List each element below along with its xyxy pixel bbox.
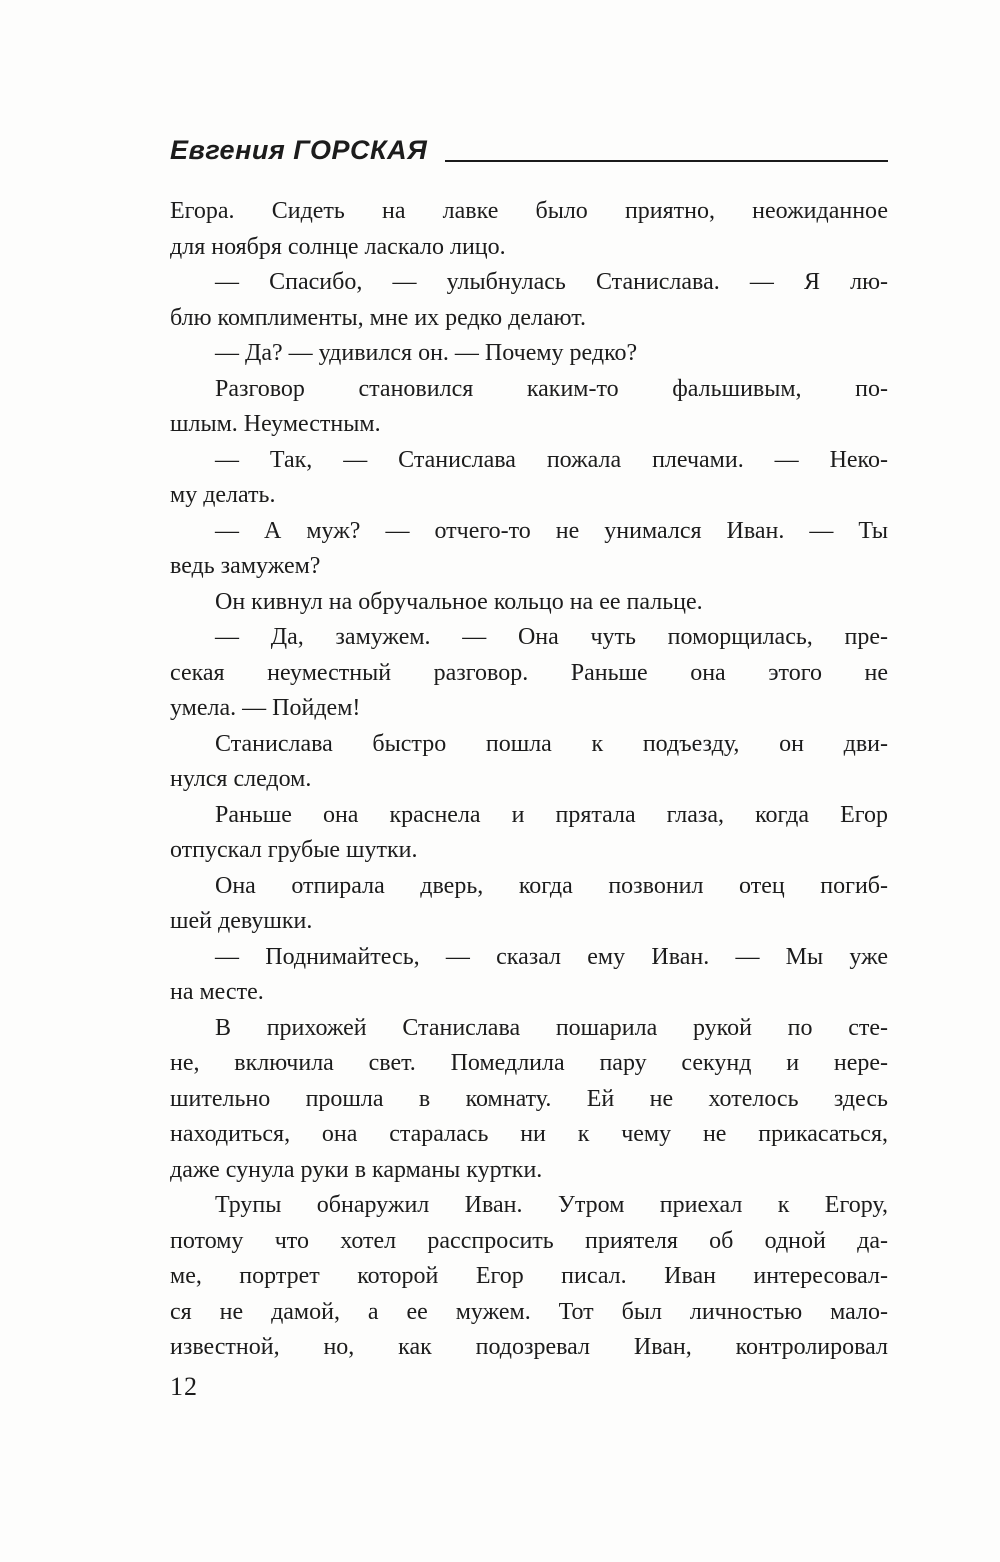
text-line: — Да, замужем. — Она чуть поморщилась, пре- [215, 624, 888, 650]
paragraph [170, 265, 888, 336]
paragraph [170, 514, 888, 585]
author-name: Евгения ГОРСКАЯ [170, 135, 428, 165]
paragraph [170, 798, 888, 869]
text-line: шлым. Неуместным. [170, 411, 381, 437]
text-line: потому что хотел расспросить приятеля об одной да- [170, 1227, 888, 1254]
text-line: ся не дамой, а ее мужем. Тот был личностью мало- [170, 1298, 888, 1325]
paragraph [170, 869, 888, 940]
paragraph [170, 194, 888, 265]
text-line: для ноября солнце ласкало лицо. [170, 233, 506, 260]
text-line: му делать. [170, 482, 276, 508]
text-line: на месте. [170, 979, 264, 1005]
paragraph [170, 443, 888, 514]
text-line: шей девушки. [170, 908, 313, 934]
text-line: нулся следом. [170, 766, 312, 792]
text-line: блю комплименты, мне их редко делают. [170, 304, 586, 331]
text-line: отпускал грубые шутки. [170, 837, 418, 863]
text-line: — А муж? — отчего-то не унимался Иван. — Ты [215, 517, 888, 544]
paragraph [170, 727, 888, 798]
text-line: Он кивнул на обручальное кольцо на ее пальце. [215, 588, 703, 615]
text-line: секая неуместный разговор. Раньше она этого не [170, 659, 888, 686]
paragraph [170, 620, 888, 727]
text-line: Трупы обнаружил Иван. Утром приехал к Егору, [215, 1192, 888, 1218]
text-line: известной, но, как подозревал Иван, контролировал [170, 1334, 888, 1360]
text-block [170, 130, 888, 1366]
paragraph [170, 1011, 888, 1189]
paragraph [170, 372, 888, 443]
text-line: В прихожей Станислава пошарила рукой по сте- [215, 1014, 888, 1041]
text-line: даже сунула руки в карманы куртки. [170, 1156, 543, 1183]
header-rule [445, 160, 888, 162]
text-line: — Спасибо, — улыбнулась Станислава. — Я лю- [215, 269, 888, 295]
text-line: не, включила свет. Помедлила пару секунд и нере- [170, 1050, 888, 1076]
text-line: умела. — Пойдем! [170, 695, 361, 721]
text-line: Станислава быстро пошла к подъезду, он дви- [215, 730, 888, 757]
paragraph [170, 585, 888, 621]
text-line: — Поднимайтесь, — сказал ему Иван. — Мы уже [215, 943, 888, 970]
text-line: находиться, она старалась ни к чему не прикасаться, [170, 1121, 888, 1147]
text-line: Разговор становился каким-то фальшивым, по- [215, 375, 888, 402]
text-line: — Так, — Станислава пожала плечами. — Неко- [215, 446, 888, 473]
page-header [170, 130, 888, 166]
text-line: Она отпирала дверь, когда позвонил отец погиб- [215, 872, 888, 899]
text-line: Раньше она краснела и прятала глаза, когда Егор [215, 801, 888, 828]
text-line: ме, портрет которой Егор писал. Иван интересовал- [170, 1263, 888, 1289]
body-text [170, 194, 888, 1366]
page-number: 12 [170, 1372, 198, 1401]
paragraph [170, 1188, 888, 1366]
text-line: шительно прошла в комнату. Ей не хотелось здесь [170, 1085, 888, 1112]
text-line: ведь замужем? [170, 553, 321, 579]
paragraph [170, 940, 888, 1011]
text-line: — Да? — удивился он. — Почему редко? [215, 340, 638, 366]
text-line: Егора. Сидеть на лавке было приятно, неожиданное [170, 198, 888, 224]
paragraph [170, 336, 888, 372]
